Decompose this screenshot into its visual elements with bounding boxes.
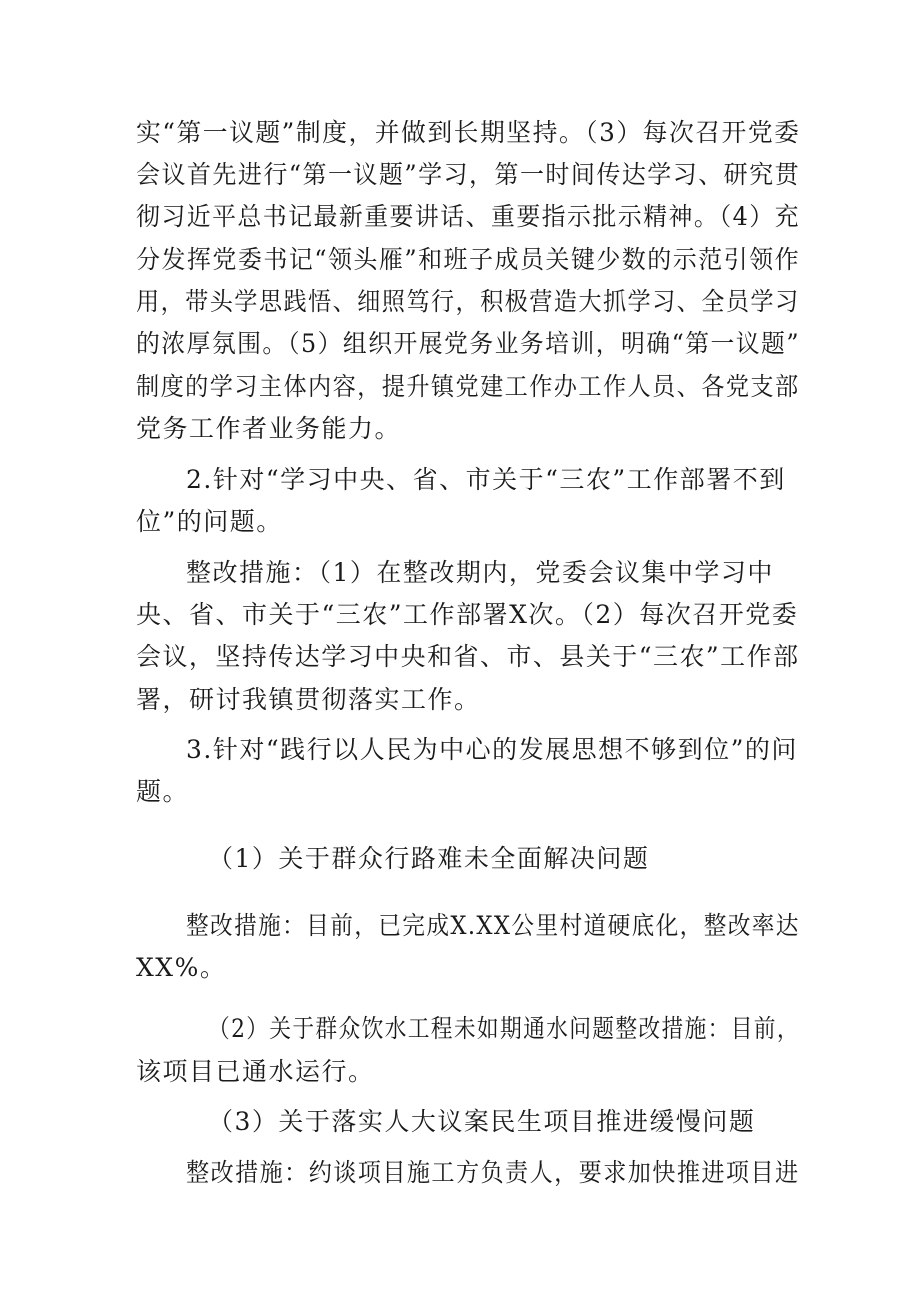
text-line: XX%。 <box>136 953 227 982</box>
subsection-heading: （2）关于群众饮水工程未如期通水问题整改措施：目前， <box>208 1014 800 1043</box>
text-line: 党务工作者业务能力。 <box>136 414 402 443</box>
section-heading: 位”的问题。 <box>136 507 283 536</box>
text-line: 会议，坚持传达学习中央和省、市、县关于“三农”工作部 <box>136 642 800 671</box>
text-line: 实“第一议题”制度，并做到长期坚持。（3）每次召开党委 <box>136 118 801 147</box>
section-heading: 3.针对“践行以人民为中心的发展思想不够到位”的问 <box>186 735 798 764</box>
text-line: 署，研讨我镇贯彻落实工作。 <box>136 685 481 714</box>
section-heading: 2.针对“学习中央、省、市关于“三农”工作部署不到 <box>186 465 786 494</box>
text-line: 制度的学习主体内容，提升镇党建工作办工作人员、各党支部 <box>136 372 800 401</box>
subsection-heading: （1）关于群众行路难未全面解决问题 <box>208 844 650 873</box>
text-line: 用，带头学思践悟、细照笃行，积极营造大抓学习、全员学习 <box>136 287 800 316</box>
subsection-heading: （3）关于落实人大议案民生项目推进缓慢问题 <box>208 1107 756 1136</box>
text-line: 该项目已通水运行。 <box>136 1057 375 1086</box>
text-line: 会议首先进行“第一议题”学习，第一时间传达学习、研究贯 <box>136 160 801 189</box>
text-line: 的浓厚氛围。（5）组织开展党务业务培训，明确“第一议题” <box>136 329 800 358</box>
text-line: 分发挥党委书记“领头雁”和班子成员关键少数的示范引领作 <box>136 245 801 274</box>
text-line: 彻习近平总书记最新重要讲话、重要指示批示精神。（4）充 <box>136 202 800 231</box>
text-line: 央、省、市关于“三农”工作部署X次。（2）每次召开党委 <box>136 600 799 629</box>
section-heading: 题。 <box>136 777 190 806</box>
text-line: 整改措施：目前，已完成X.XX公里村道硬底化，整改率达 <box>186 911 800 940</box>
text-line: 整改措施：（1）在整改期内，党委会议集中学习中 <box>186 558 774 587</box>
text-line: 整改措施：约谈项目施工方负责人，要求加快推进项目进 <box>186 1158 800 1187</box>
